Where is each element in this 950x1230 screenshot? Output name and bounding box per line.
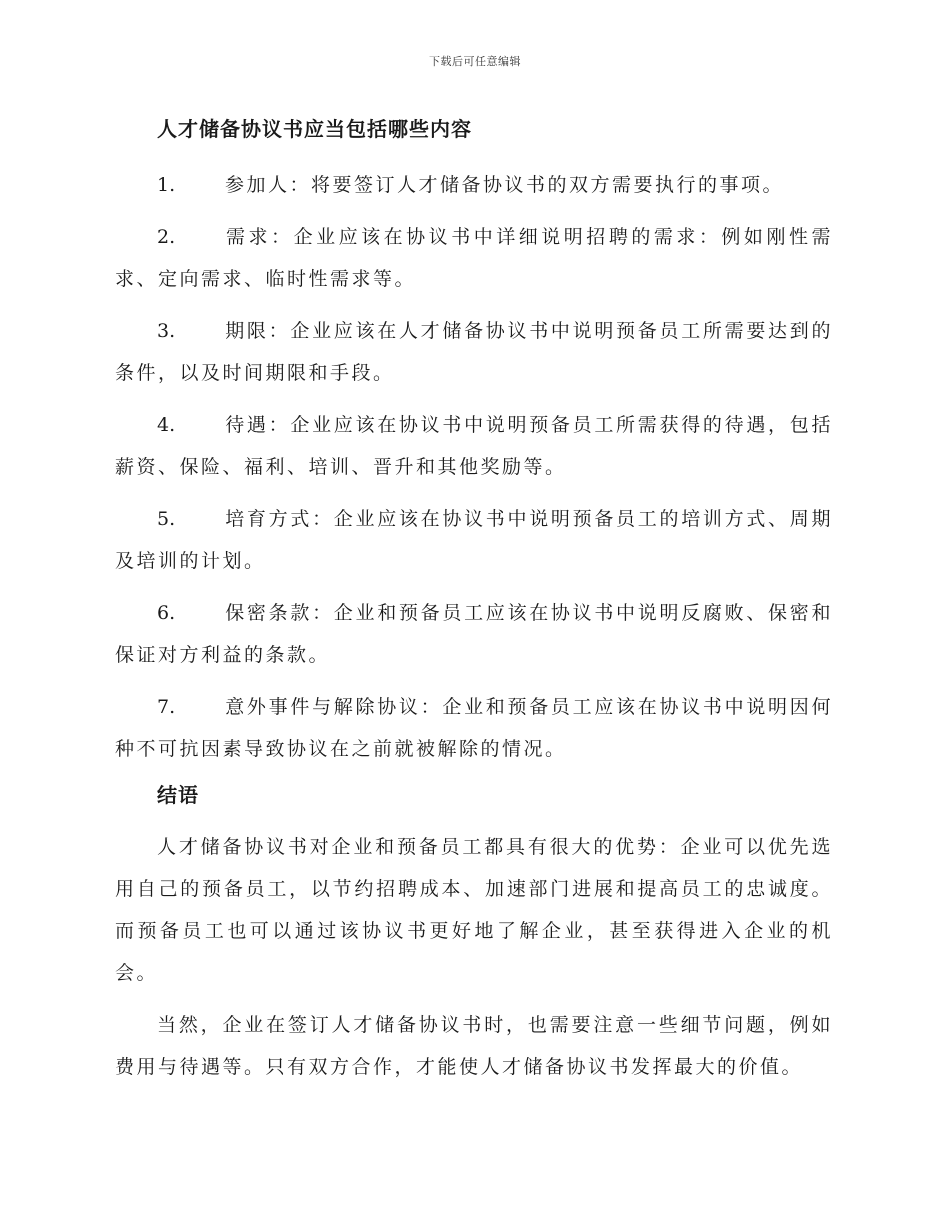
list-item-number: 6. — [157, 602, 176, 624]
list-item-number: 1. — [157, 174, 176, 196]
list-item-1 — [115, 164, 833, 206]
list-item-2 — [115, 216, 833, 300]
list-item-number: 4. — [157, 414, 176, 436]
list-item-text: 保密条款：企业和预备员工应该在协议书中说明反腐败、保密和保证对方利益的条款。 — [115, 602, 833, 666]
list-item-text: 需求：企业应该在协议书中详细说明招聘的需求：例如刚性需求、定向需求、临时性需求等。 — [115, 226, 833, 290]
list-item-text: 培育方式：企业应该在协议书中说明预备员工的培训方式、周期及培训的计划。 — [115, 508, 833, 572]
list-item-6 — [115, 592, 833, 676]
list-item-3 — [115, 310, 833, 394]
list-item-text: 参加人：将要签订人才储备协议书的双方需要执行的事项。 — [225, 174, 785, 196]
conclusion-heading: 结语 — [157, 783, 199, 807]
conclusion-paragraph-1: 人才储备协议书对企业和预备员工都具有很大的优势：企业可以优先选用自己的预备员工，以节约招聘成本、加速部门进展和提高员工的忠诚度。而预备员工也可以通过该协议书更好地了解企业，甚至获得进入企业的机会。 — [115, 836, 833, 984]
list-item-text: 意外事件与解除协议：企业和预备员工应该在协议书中说明因何种不可抗因素导致协议在之前就被解除的情况。 — [115, 696, 833, 760]
list-item-text: 待遇：企业应该在协议书中说明预备员工所需获得的待遇，包括薪资、保险、福利、培训、晋升和其他奖励等。 — [115, 414, 833, 478]
document-body — [115, 110, 833, 1098]
conclusion-paragraph-2: 当然，企业在签订人才储备协议书时，也需要注意一些细节问题，例如费用与待遇等。只有双方合作，才能使人才储备协议书发挥最大的价值。 — [115, 1014, 833, 1078]
page-header: 下载后可任意编辑 — [429, 55, 521, 68]
list-item-number: 3. — [157, 320, 176, 342]
list-item-text: 期限：企业应该在人才储备协议书中说明预备员工所需要达到的条件，以及时间期限和手段。 — [115, 320, 833, 384]
document-title: 人才储备协议书应当包括哪些内容 — [157, 117, 472, 141]
list-item-number: 5. — [157, 508, 176, 530]
list-item-7 — [115, 686, 833, 770]
list-item-4 — [115, 404, 833, 488]
list-item-number: 7. — [157, 696, 176, 718]
list-item-5 — [115, 498, 833, 582]
list-item-number: 2. — [157, 226, 176, 248]
